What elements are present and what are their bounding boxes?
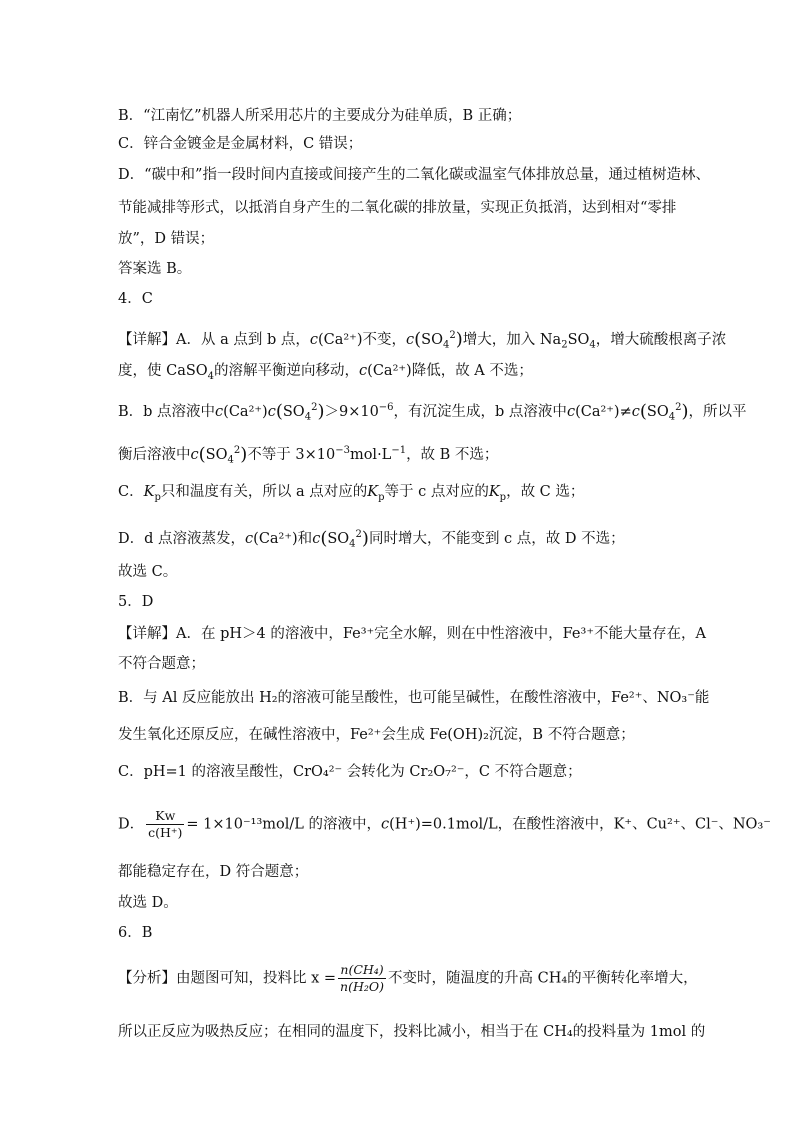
subscript: 4 (589, 339, 596, 351)
text-segment: ，增大硫酸根离子浓 (595, 331, 727, 348)
text-segment: 【详解】A．从 a 点到 b 点， (118, 331, 310, 348)
var-c: c (312, 530, 321, 547)
subscript: 4 (227, 454, 234, 466)
fraction (146, 808, 184, 841)
superscript: 2 (675, 402, 682, 413)
text-segment: C． (118, 484, 144, 500)
text-segment: (Ca²⁺)和 (253, 530, 313, 547)
text-segment: (H⁺)=0.1mol/L，在酸性溶液中，K⁺、Cu²⁺、Cl⁻、NO₃⁻ (389, 816, 771, 833)
text-segment: SO (205, 446, 228, 463)
fraction (338, 962, 386, 995)
text-segment: 等于 c 点对应的 (384, 484, 489, 500)
text-segment: D． (118, 816, 145, 833)
subscript: p (499, 491, 507, 503)
text-line: C．pH=1 的溶液呈酸性，CrO₄²⁻ 会转化为 Cr₂O₇²⁻，C 不符合题意； (118, 764, 582, 780)
subscript: p (378, 491, 385, 503)
superscript: −6 (378, 402, 394, 413)
text-line: B．与 Al 反应能放出 H₂的溶液可能呈酸性，也可能呈碱性，在酸性溶液中，Fe²⁺、NO₃⁻能 (118, 690, 710, 706)
text-line: 答案选 B。 (118, 261, 192, 277)
answer-heading: 4．C (118, 291, 153, 307)
text-line (118, 326, 726, 356)
answer-heading: 5．D (118, 594, 154, 610)
var-c: c (566, 403, 576, 420)
var-c: c (631, 403, 640, 420)
var-k: K (367, 484, 379, 500)
superscript: −3 (335, 445, 350, 456)
text-line: D．“碳中和”指一段时间内直接或间接产生的二氧化碳或温室气体排放总量，通过植树造林、 (118, 167, 710, 183)
subscript: 2 (561, 339, 568, 351)
text-segment: (Ca²⁺) (223, 403, 268, 420)
text-segment: 度，使 CaSO (118, 363, 208, 379)
subscript: 4 (442, 339, 450, 351)
text-line: 发生氧化还原反应，在碱性溶液中，Fe²⁺会生成 Fe(OH)₂沉淀，B 不符合题意； (118, 727, 635, 743)
text-segment: (Ca²⁺)降低，故 A 不选； (367, 363, 533, 379)
text-line (118, 808, 771, 841)
text-line: 都能稳定存在，D 符合题意； (118, 864, 309, 880)
text-line: 节能减排等形式，以抵消自身产生的二氧化碳的排放量，实现正负抵消，达到相对“零排 (118, 200, 677, 216)
subscript: p (154, 491, 161, 503)
var-c: c (267, 403, 276, 420)
superscript: 2 (449, 330, 456, 341)
paren: ( (275, 400, 283, 422)
var-c: c (406, 331, 415, 348)
text-line: 【详解】A．在 pH＞4 的溶液中，Fe³⁺完全水解，则在中性溶液中，Fe³⁺不能大量存在，A (118, 626, 706, 642)
paren: ( (639, 400, 647, 422)
var-k: K (143, 484, 155, 500)
text-line: 故选 C。 (118, 564, 178, 580)
var-c: c (359, 363, 368, 379)
paren: ) (240, 443, 248, 465)
var-c: c (190, 446, 199, 463)
text-segment: 的溶解平衡逆向移动， (214, 363, 360, 379)
paren: ) (455, 328, 463, 350)
text-segment: SO (282, 403, 305, 420)
paren: ) (317, 400, 325, 422)
answer-heading: 6．B (118, 925, 153, 941)
var-c: c (309, 331, 318, 348)
text-segment: ，有沉淀生成，b 点溶液中 (393, 403, 567, 420)
subscript: 4 (304, 411, 312, 423)
superscript: 2 (355, 529, 362, 540)
var-c: c (245, 530, 254, 547)
text-segment: 只和温度有关，所以 a 点对应的 (160, 484, 368, 500)
superscript: −1 (391, 445, 407, 456)
text-segment: mol·L (349, 446, 392, 463)
text-segment: 同时增大，不能变到 c 点，故 D 不选； (368, 530, 625, 547)
text-segment: 衡后溶液中 (118, 446, 191, 463)
superscript: 2 (233, 445, 241, 456)
text-segment: ，故 B 不选； (406, 446, 499, 463)
text-line (118, 525, 625, 555)
fraction-denominator: n(H₂O) (340, 979, 385, 994)
var-c: c (215, 403, 224, 420)
text-line: 放”，D 错误； (118, 231, 215, 247)
text-segment: = 1×10⁻¹³mol/L 的溶液中， (186, 816, 382, 833)
text-line (118, 962, 698, 995)
text-line: 不符合题意； (118, 656, 205, 672)
text-segment: D．d 点溶液蒸发， (118, 530, 246, 547)
paren: ) (681, 400, 689, 422)
text-segment: 【分析】由题图可知，投料比 x = (118, 970, 337, 987)
text-line: B．“江南忆”机器人所采用芯片的主要成分为硅单质，B 正确； (118, 108, 522, 124)
paren: ( (198, 443, 206, 465)
text-segment: 不变时，随温度的升高 CH₄的平衡转化率增大， (388, 970, 698, 987)
text-segment: SO (567, 331, 590, 348)
text-segment: SO (646, 403, 669, 420)
superscript: 2 (311, 402, 318, 413)
subscript: 4 (207, 370, 215, 382)
text-line (118, 441, 498, 471)
text-segment: B．b 点溶液中 (118, 403, 216, 420)
paren: ( (320, 527, 328, 549)
text-segment: SO (327, 530, 350, 547)
paren: ) (361, 527, 369, 549)
fraction-numerator: Kw (146, 808, 184, 825)
text-segment: SO (421, 331, 443, 348)
text-line (118, 361, 533, 387)
fraction-denominator: c(H⁺) (148, 825, 183, 840)
text-segment: (Ca²⁺)不变， (317, 331, 406, 348)
text-segment: 增大，加入 Na (462, 331, 562, 348)
text-segment: ，所以平 (688, 403, 747, 420)
fraction-numerator: n(CH₄) (338, 962, 386, 979)
subscript: 4 (668, 411, 676, 423)
text-line: 所以正反应为吸热反应；在相同的温度下，投料比减小，相当于在 CH₄的投料量为 1mol 的 (118, 1024, 706, 1040)
text-segment: 不等于 3×10 (247, 446, 336, 463)
text-segment: (Ca²⁺)≠ (575, 403, 632, 420)
text-segment: ＞9×10 (324, 403, 379, 420)
text-segment: ，故 C 选； (506, 484, 585, 500)
text-line (118, 482, 584, 508)
var-c: c (381, 816, 390, 833)
text-line: 故选 D。 (118, 895, 178, 911)
paren: ( (414, 328, 422, 350)
text-line: C．锌合金镀金是金属材料，C 错误； (118, 136, 363, 152)
var-k: K (488, 484, 500, 500)
subscript: 4 (349, 538, 356, 550)
text-line (118, 398, 747, 428)
